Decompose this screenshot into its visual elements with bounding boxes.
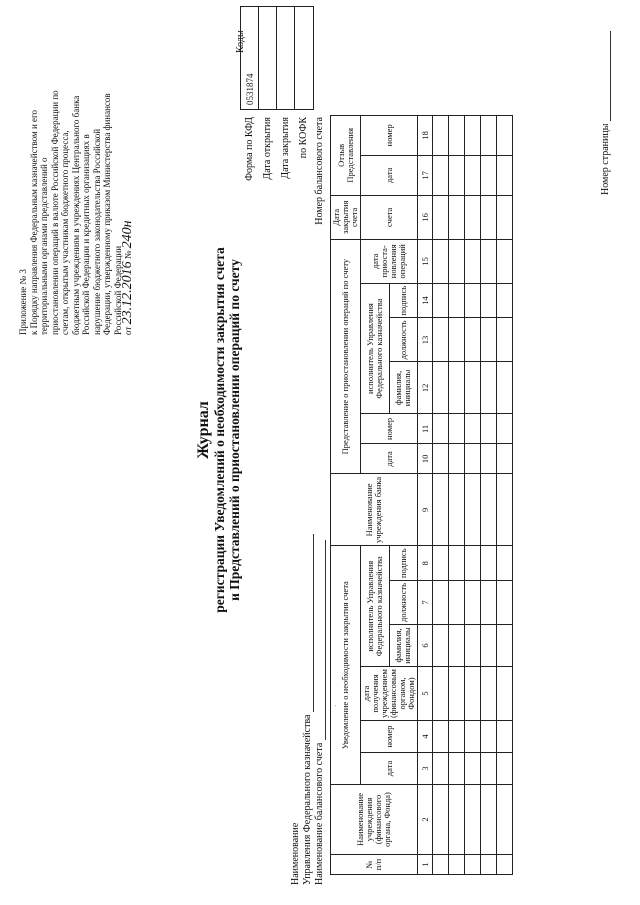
column-number: 6 bbox=[418, 625, 433, 667]
order-number: 240н bbox=[120, 220, 135, 249]
col-header-representation-group: Представление о приостановлении операций по счету bbox=[331, 239, 361, 474]
col-header-notice-group: Уведомление о необходимости закрытия счета bbox=[331, 546, 361, 785]
name-label: Наименование bbox=[290, 822, 301, 885]
page-number-underline bbox=[601, 31, 611, 121]
table-row bbox=[465, 115, 481, 874]
approval-text-line: Федерации, утвержденному приказом Министерства финансов bbox=[102, 93, 112, 335]
col-header-bank: Наименование учреждения банка bbox=[331, 474, 418, 546]
journal-table bbox=[330, 115, 513, 875]
approval-text-line: Российской Федерации bbox=[112, 245, 123, 335]
col-header-recall-group: Отзыв Представления bbox=[331, 115, 361, 195]
col-header-notice-executor: исполнитель Управления Федерального казначейства bbox=[361, 546, 390, 667]
col-header-repr-position: должность bbox=[389, 318, 418, 362]
column-number: 7 bbox=[418, 581, 433, 625]
approval-text-line: к Порядку направления Федеральным казначейством и его bbox=[28, 109, 39, 335]
appendix-label: Приложение № 3 bbox=[18, 269, 28, 335]
approval-order-line bbox=[120, 15, 135, 335]
column-number: 13 bbox=[418, 318, 433, 362]
col-header-notice-date: дата bbox=[361, 753, 418, 785]
treasury-underline bbox=[303, 534, 314, 712]
column-number: 16 bbox=[418, 195, 433, 239]
balance-account-number-label: Номер балансового счета bbox=[314, 117, 325, 225]
column-number: 9 bbox=[418, 474, 433, 546]
page-number-label: Номер страницы bbox=[600, 123, 611, 195]
column-number: 2 bbox=[418, 785, 433, 855]
col-header-recall-date: дата bbox=[361, 155, 418, 195]
approval-text-line: бюджетным учреждениям в учреждениях Центрального банка bbox=[70, 95, 81, 335]
treasury-label-row bbox=[302, 534, 314, 885]
col-header-notice-fio: фамилия, инициалы bbox=[389, 625, 418, 667]
kofk-value bbox=[295, 7, 313, 109]
col-header-receipt-date: дата получения учреждением (финансовым органом, Фондом) bbox=[361, 667, 418, 721]
title-line-1: Журнал bbox=[195, 401, 212, 459]
col-header-repr-date: дата bbox=[361, 444, 418, 474]
column-number: 10 bbox=[418, 444, 433, 474]
header-labels bbox=[290, 534, 326, 885]
balance-account-name-row bbox=[314, 534, 326, 885]
col-header-notice-position: должность bbox=[389, 581, 418, 625]
col-header-repr-signature: подпись bbox=[389, 283, 418, 318]
column-number: 3 bbox=[418, 753, 433, 785]
order-no-prefix: № bbox=[123, 250, 133, 260]
column-number: 12 bbox=[418, 362, 433, 414]
order-date: 23.12.2016 bbox=[120, 261, 135, 325]
col-header-institution: Наименование учреждения (финансового органа, Фонда) bbox=[331, 785, 418, 855]
col-header-notice-signature: подпись bbox=[389, 546, 418, 581]
okud-code-value: 0531874 bbox=[241, 7, 259, 109]
column-number-row bbox=[418, 115, 433, 874]
col-header-recall-number: номер bbox=[361, 115, 418, 155]
column-number: 17 bbox=[418, 155, 433, 195]
approval-text-line: территориальными органами представлений о bbox=[39, 157, 49, 335]
open-date-value bbox=[259, 7, 277, 109]
col-header-close-group: Дата закрытия счета bbox=[331, 195, 361, 239]
open-date-label: Дата открытия bbox=[262, 117, 273, 180]
column-number: 11 bbox=[418, 414, 433, 444]
col-header-no: № п/п bbox=[331, 855, 418, 875]
approval-block bbox=[18, 15, 134, 335]
col-header-notice-number: номер bbox=[361, 721, 418, 753]
col-header-repr-executor: исполнитель Управления Федерального казначейства bbox=[361, 283, 390, 414]
approval-text-line: Российской Федерации и кредитных организациях в bbox=[81, 134, 91, 335]
treasury-label: Управления Федерального казначейства bbox=[302, 714, 313, 885]
title-line-2: регистрации Уведомлений о необходимости закрытия счета bbox=[211, 247, 227, 613]
okud-label: Форма по КФД bbox=[244, 117, 255, 181]
scan-artifact: · bbox=[332, 704, 340, 707]
col-header-close-date: счета bbox=[361, 195, 418, 239]
column-number: 1 bbox=[418, 855, 433, 875]
table-row bbox=[433, 115, 449, 874]
column-number: 18 bbox=[418, 115, 433, 155]
approval-text-line: счетам, открытым участникам бюджетного процесса, bbox=[60, 130, 70, 335]
column-number: 8 bbox=[418, 546, 433, 581]
approval-text-line: нарушение бюджетного законодательства Российской bbox=[91, 128, 102, 335]
kofk-label: по КОФК bbox=[298, 117, 309, 159]
col-header-repr-number: номер bbox=[361, 414, 418, 444]
document-title bbox=[196, 210, 243, 650]
codes-header: Коды bbox=[235, 30, 246, 53]
balance-account-name-label: Наименование балансового счета bbox=[314, 742, 325, 885]
codes-box bbox=[240, 6, 314, 110]
close-date-label: Дата закрытия bbox=[280, 117, 291, 179]
col-header-suspend-date: дата приоста-новления операций bbox=[361, 239, 418, 283]
column-number: 14 bbox=[418, 283, 433, 318]
close-date-value bbox=[277, 7, 295, 109]
page-number-row bbox=[600, 31, 611, 195]
column-number: 15 bbox=[418, 239, 433, 283]
table-row bbox=[497, 115, 513, 874]
column-number: 4 bbox=[418, 721, 433, 753]
column-number: 5 bbox=[418, 667, 433, 721]
order-prefix: от bbox=[123, 326, 133, 335]
title-line-3: и Представлений о приостановлении операций по счету bbox=[227, 259, 242, 601]
table-row bbox=[481, 115, 497, 874]
col-header-repr-fio: фамилия, инициалы bbox=[389, 362, 418, 414]
balance-account-name-underline bbox=[315, 540, 326, 740]
table-row bbox=[449, 115, 465, 874]
approval-text-line: приостановлении операций в валюте Российской Федерации по bbox=[49, 90, 60, 335]
approval-text bbox=[29, 15, 124, 335]
